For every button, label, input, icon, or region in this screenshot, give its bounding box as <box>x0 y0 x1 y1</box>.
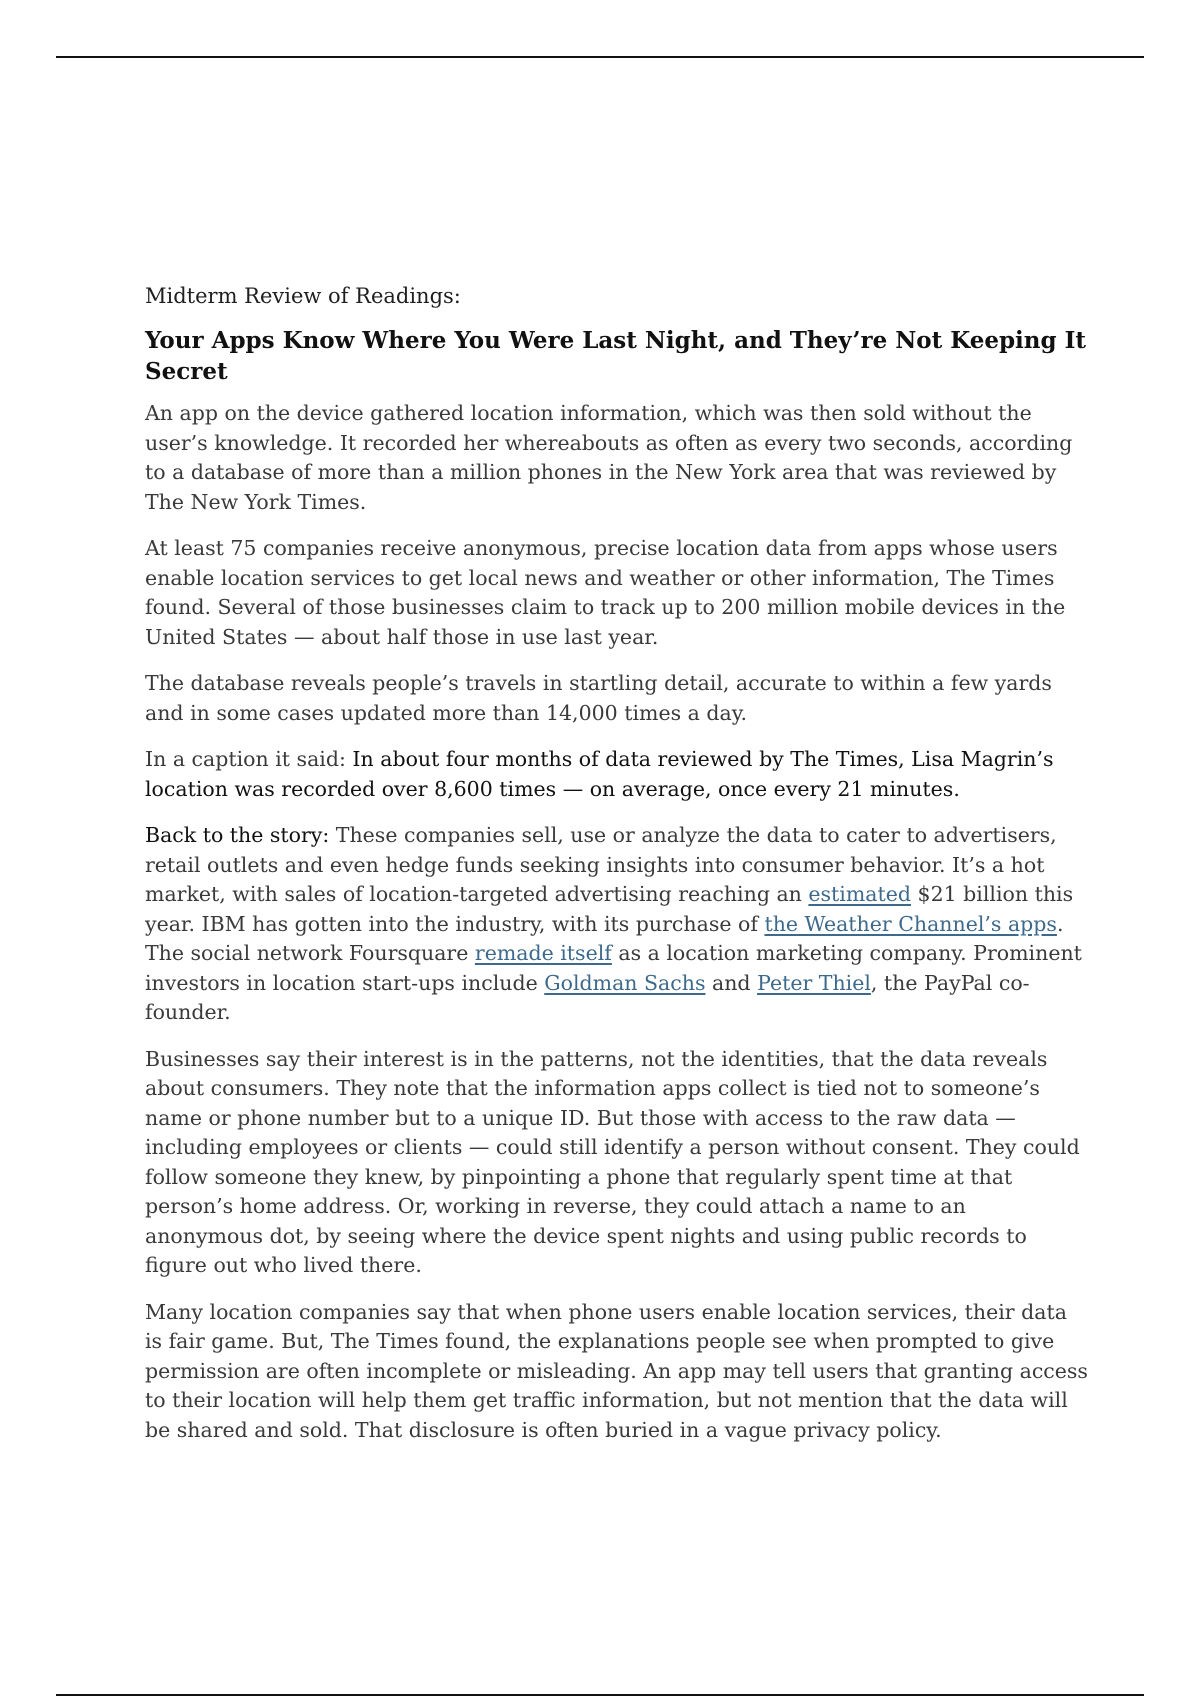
document-body <box>145 280 1090 1462</box>
p5-text-3: . The social network Foursquare <box>145 911 1064 965</box>
paragraph-3: The database reveals people’s travels in startling detail, accurate to within a few yards and in some cases updated more than 14,000 times a day. <box>145 671 1052 725</box>
caption-prefix: In a caption it said: <box>145 747 353 771</box>
link-estimated[interactable]: estimated <box>808 882 912 906</box>
paragraph-5 <box>145 821 1090 1028</box>
link-weather-channel-apps[interactable]: the Weather Channel’s apps <box>764 911 1057 936</box>
review-label: Midterm Review of Readings: <box>145 284 461 308</box>
paragraph-7: Many location companies say that when phone users enable location services, their data is fair game. But, The Times found, the explanations people see when prompted to give permission are often incomplete or misleading. An app may tell users that granting access to their location will help them get traffic information, but not mention that the data will be shared and sold. That disclosure is often buried in a vague privacy policy. <box>145 1299 1088 1442</box>
paragraph-2: At least 75 companies receive anonymous, precise location data from apps whose users enable location services to get local news and weather or other information, The Times found. Several of those businesses claim to track up to 200 million mobile devices in the United States — about half those in use last year. <box>145 536 1066 649</box>
link-remade-itself[interactable]: remade itself <box>474 941 612 965</box>
link-goldman-sachs[interactable]: Goldman Sachs <box>544 970 706 995</box>
p5-text-6: , the PayPal co-founder. <box>145 970 1030 1024</box>
caption-text: In about four months of data reviewed by The Times, Lisa Magrin’s location was recorded over 8,600 times — on average, once every 21 minutes. <box>145 747 1054 801</box>
p5-text-4: as a location marketing company. Prominent investors in location start-ups include <box>145 941 1082 995</box>
top-rule <box>56 56 1144 58</box>
link-peter-thiel[interactable]: Peter Thiel <box>757 970 871 995</box>
story-prefix: Back to the story: <box>145 823 330 847</box>
bottom-rule <box>56 1694 1144 1696</box>
paragraph-1: An app on the device gathered location information, which was then sold without the user’s knowledge. It recorded her whereabouts as often as every two seconds, according to a database of more than a million phones in the New York area that was reviewed by The New York Times. <box>145 401 1073 514</box>
paragraph-6: Businesses say their interest is in the patterns, not the identities, that the data reveals about consumers. They note that the information apps collect is tied not to someone’s name or phone number but to a unique ID. But those with access to the raw data — including employees or clients — could still identify a person without consent. They could follow someone they knew, by pinpointing a phone that regularly spent time at that person’s home address. Or, working in reverse, they could attach a name to an anonymous dot, by seeing where the device spent nights and using public records to figure out who lived there. <box>145 1046 1080 1277</box>
p5-text-2: $21 billion this year. IBM has gotten into the industry, with its purchase of <box>145 882 1074 936</box>
paragraph-caption <box>145 745 1090 804</box>
article-headline: Your Apps Know Where You Were Last Night, and They’re Not Keeping It Secret <box>145 327 1086 385</box>
p5-text-1: These companies sell, use or analyze the data to cater to advertisers, retail outlets and even hedge funds seeking insights into consumer behavior. It’s a hot market, with sales of location-targeted advertising reaching an <box>145 823 1057 906</box>
p5-text-5: and <box>705 970 758 995</box>
